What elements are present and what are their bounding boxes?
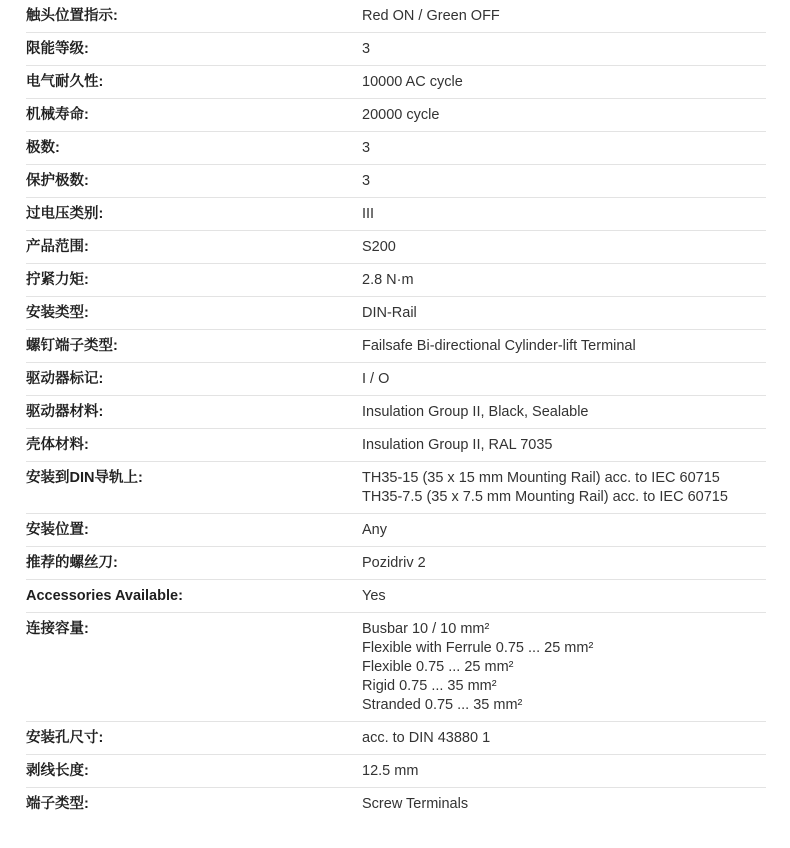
spec-label: 螺钉端子类型: <box>26 338 118 354</box>
spec-row-product-range <box>26 231 766 264</box>
spec-value-line: 10000 AC cycle <box>362 74 463 90</box>
spec-label: 剥线长度: <box>26 763 89 779</box>
spec-value-line: Pozidriv 2 <box>362 555 426 571</box>
spec-value-line: S200 <box>362 239 396 255</box>
spec-value-line: TH35-7.5 (35 x 7.5 mm Mounting Rail) acc. to IEC 60715 <box>362 489 728 505</box>
spec-value-line: I / O <box>362 371 390 387</box>
spec-value <box>362 264 766 296</box>
spec-row-stripping-length <box>26 755 766 788</box>
spec-value <box>362 363 766 395</box>
spec-label: 机械寿命: <box>26 107 89 123</box>
spec-value-line: Red ON / Green OFF <box>362 8 500 24</box>
spec-row-terminal-type <box>26 788 766 821</box>
spec-value-line: Yes <box>362 588 386 604</box>
spec-label: 拧紧力矩: <box>26 272 89 288</box>
spec-value-line: TH35-15 (35 x 15 mm Mounting Rail) acc. to IEC 60715 <box>362 470 720 486</box>
spec-value-line: Insulation Group II, Black, Sealable <box>362 404 589 420</box>
spec-label: 安装位置: <box>26 522 89 538</box>
spec-value <box>362 755 766 787</box>
spec-row-overvoltage-category <box>26 198 766 231</box>
spec-value <box>362 0 766 32</box>
spec-label: 安装类型: <box>26 305 89 321</box>
spec-label: 推荐的螺丝刀: <box>26 555 118 571</box>
spec-row-connecting-capacity <box>26 613 766 722</box>
spec-label: 过电压类别: <box>26 206 104 222</box>
spec-row-contact-position-indication <box>26 0 766 33</box>
spec-label: 壳体材料: <box>26 437 89 453</box>
spec-label: 产品范围: <box>26 239 89 255</box>
spec-row-mechanical-life <box>26 99 766 132</box>
spec-value-line: 3 <box>362 173 371 189</box>
spec-row-housing-material <box>26 429 766 462</box>
spec-table <box>26 0 766 821</box>
spec-label: 驱动器材料: <box>26 404 104 420</box>
spec-value-line: Rigid 0.75 ... 35 mm² <box>362 678 497 694</box>
spec-value-line: Screw Terminals <box>362 796 469 812</box>
spec-row-din-rail-mounting <box>26 462 766 514</box>
spec-label: 端子类型: <box>26 796 89 812</box>
spec-value-line: III <box>362 206 375 222</box>
spec-value-line: 12.5 mm <box>362 763 419 779</box>
spec-value <box>362 330 766 362</box>
spec-label: 安装到DIN导轨上: <box>26 470 143 486</box>
spec-row-energy-limiting-class <box>26 33 766 66</box>
spec-label: 连接容量: <box>26 621 89 637</box>
spec-value-line: DIN-Rail <box>362 305 417 321</box>
spec-value-line: 2.8 N·m <box>362 272 414 288</box>
spec-label: 极数: <box>26 140 60 156</box>
spec-value <box>362 722 766 754</box>
spec-label: 驱动器标记: <box>26 371 104 387</box>
spec-row-electrical-durability <box>26 66 766 99</box>
spec-row-recommended-screwdriver <box>26 547 766 580</box>
spec-value-line: Flexible 0.75 ... 25 mm² <box>362 659 514 675</box>
spec-value <box>362 132 766 164</box>
spec-row-accessories-available <box>26 580 766 613</box>
spec-label: 限能等级: <box>26 41 89 57</box>
spec-value-line: Any <box>362 522 387 538</box>
spec-value <box>362 429 766 461</box>
spec-value <box>362 165 766 197</box>
spec-row-actuator-material <box>26 396 766 429</box>
spec-value-line: Insulation Group II, RAL 7035 <box>362 437 553 453</box>
spec-value <box>362 396 766 428</box>
spec-value-line: Failsafe Bi-directional Cylinder-lift Terminal <box>362 338 636 354</box>
spec-value-line: 3 <box>362 41 371 57</box>
spec-value <box>362 613 766 721</box>
spec-value <box>362 33 766 65</box>
spec-row-mounting-hole-size <box>26 722 766 755</box>
spec-value <box>362 788 766 821</box>
spec-value <box>362 462 766 513</box>
spec-row-poles <box>26 132 766 165</box>
spec-label: 电气耐久性: <box>26 74 104 90</box>
spec-label: Accessories Available: <box>26 588 183 604</box>
spec-value-line: 3 <box>362 140 371 156</box>
spec-row-actuator-marking <box>26 363 766 396</box>
spec-row-tightening-torque <box>26 264 766 297</box>
spec-row-mounting-position <box>26 514 766 547</box>
spec-value <box>362 547 766 579</box>
spec-value <box>362 231 766 263</box>
spec-value <box>362 198 766 230</box>
spec-label: 触头位置指示: <box>26 8 118 24</box>
spec-value <box>362 580 766 612</box>
spec-value <box>362 514 766 546</box>
spec-value-line: Busbar 10 / 10 mm² <box>362 621 490 637</box>
spec-value <box>362 66 766 98</box>
spec-value <box>362 99 766 131</box>
spec-row-screw-terminal-type <box>26 330 766 363</box>
spec-value-line: Stranded 0.75 ... 35 mm² <box>362 697 523 713</box>
spec-value-line: Flexible with Ferrule 0.75 ... 25 mm² <box>362 640 594 656</box>
spec-value-line: acc. to DIN 43880 1 <box>362 730 491 746</box>
spec-label: 保护极数: <box>26 173 89 189</box>
spec-row-mounting-type <box>26 297 766 330</box>
spec-value <box>362 297 766 329</box>
spec-row-protected-poles <box>26 165 766 198</box>
spec-label: 安装孔尺寸: <box>26 730 104 746</box>
spec-value-line: 20000 cycle <box>362 107 440 123</box>
